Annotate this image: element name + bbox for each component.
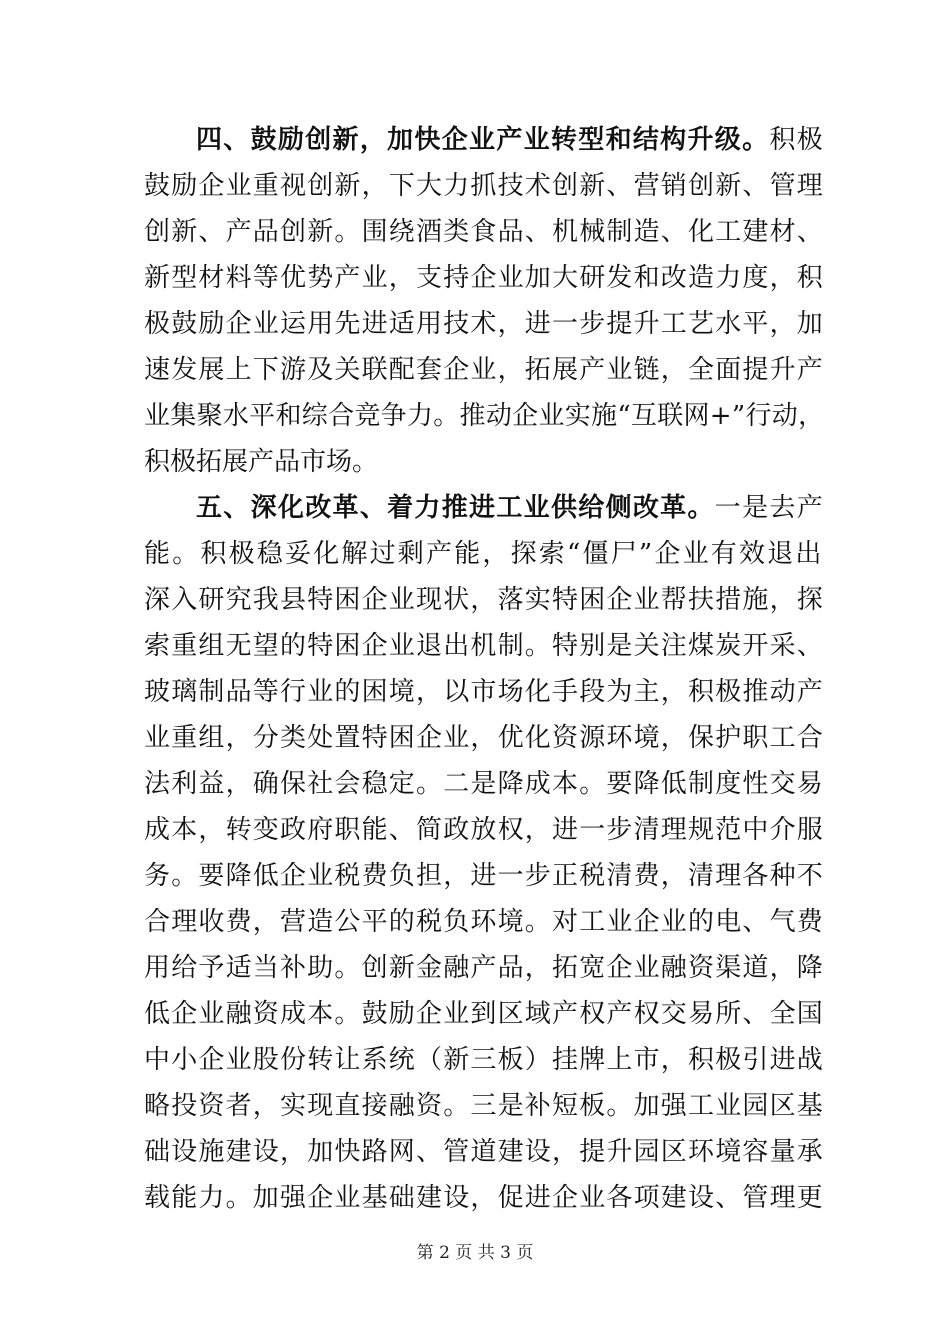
line-text: 积极 bbox=[769, 125, 825, 155]
text-line bbox=[144, 676, 824, 708]
text-line bbox=[144, 584, 824, 616]
line-text: 新型材料等优势产业，支持企业加大研发和改造力度，积 bbox=[144, 263, 825, 293]
line-text: 一是去产 bbox=[714, 493, 825, 523]
section-heading: 四、鼓励创新，加快企业产业转型和结构升级。 bbox=[196, 125, 770, 155]
line-text: 低企业融资成本。鼓励企业到区域产权产权交易所、全国 bbox=[144, 999, 825, 1029]
line-text: 载能力。加强企业基础建设，促进企业各项建设、管理更 bbox=[144, 1183, 825, 1213]
line-text: 玻璃制品等行业的困境，以市场化手段为主，积极推动产 bbox=[144, 677, 825, 707]
text-line bbox=[144, 1182, 824, 1214]
line-text: 能。积极稳妥化解过剩产能，探索“僵尸”企业有效退出 bbox=[144, 539, 824, 569]
text-line bbox=[144, 400, 824, 432]
text-line bbox=[144, 216, 824, 248]
page-number-footer: 第 2 页 共 3 页 bbox=[416, 1243, 534, 1263]
text-line bbox=[144, 630, 824, 662]
text-line bbox=[144, 998, 824, 1030]
text-line bbox=[144, 768, 824, 800]
line-text: 业集聚水平和综合竞争力。推动企业实施“互联网+”行动， bbox=[144, 401, 825, 431]
text-line bbox=[144, 952, 824, 984]
line-text: 合理收费，营造公平的税负环境。对工业企业的电、气费 bbox=[144, 907, 825, 937]
text-line bbox=[144, 814, 824, 846]
line-text: 成本，转变政府职能、简政放权，进一步清理规范中介服 bbox=[144, 815, 825, 845]
text-line bbox=[144, 262, 824, 294]
text-line bbox=[144, 538, 824, 570]
text-line bbox=[144, 1136, 824, 1168]
line-text: 业重组，分类处置特困企业，优化资源环境，保护职工合 bbox=[144, 723, 825, 753]
text-line bbox=[144, 722, 824, 754]
line-text: 法利益，确保社会稳定。二是降成本。要降低制度性交易 bbox=[144, 769, 825, 799]
text-line bbox=[144, 860, 824, 892]
line-text: 索重组无望的特困企业退出机制。特别是关注煤炭开采、 bbox=[144, 631, 825, 661]
line-text: 创新、产品创新。围绕酒类食品、机械制造、化工建材、 bbox=[144, 217, 825, 247]
line-text: 略投资者，实现直接融资。三是补短板。加强工业园区基 bbox=[144, 1091, 825, 1121]
text-line bbox=[196, 124, 824, 156]
text-line bbox=[196, 492, 824, 524]
line-text: 础设施建设，加快路网、管道建设，提升园区环境容量承 bbox=[144, 1137, 825, 1167]
text-line bbox=[144, 170, 824, 202]
line-text: 中小企业股份转让系统（新三板）挂牌上市，积极引进战 bbox=[144, 1045, 825, 1075]
section-heading: 五、深化改革、着力推进工业供给侧改革。 bbox=[196, 493, 715, 523]
line-text: 极鼓励企业运用先进适用技术，进一步提升工艺水平，加 bbox=[144, 309, 825, 339]
text-line bbox=[144, 906, 824, 938]
line-text: 用给予适当补助。创新金融产品，拓宽企业融资渠道，降 bbox=[144, 953, 825, 983]
text-line bbox=[144, 308, 824, 340]
line-text: 务。要降低企业税费负担，进一步正税清费，清理各种不 bbox=[144, 861, 825, 891]
line-text: 速发展上下游及关联配套企业，拓展产业链，全面提升产 bbox=[144, 355, 825, 385]
line-text: 深入研究我县特困企业现状，落实特困企业帮扶措施，探 bbox=[144, 585, 825, 615]
text-line bbox=[144, 1044, 824, 1076]
line-text: 鼓励企业重视创新，下大力抓技术创新、营销创新、管理 bbox=[144, 171, 825, 201]
line-text: 积极拓展产品市场。 bbox=[144, 447, 379, 477]
text-line bbox=[144, 354, 824, 386]
text-line bbox=[144, 1090, 824, 1122]
text-line bbox=[144, 446, 824, 478]
